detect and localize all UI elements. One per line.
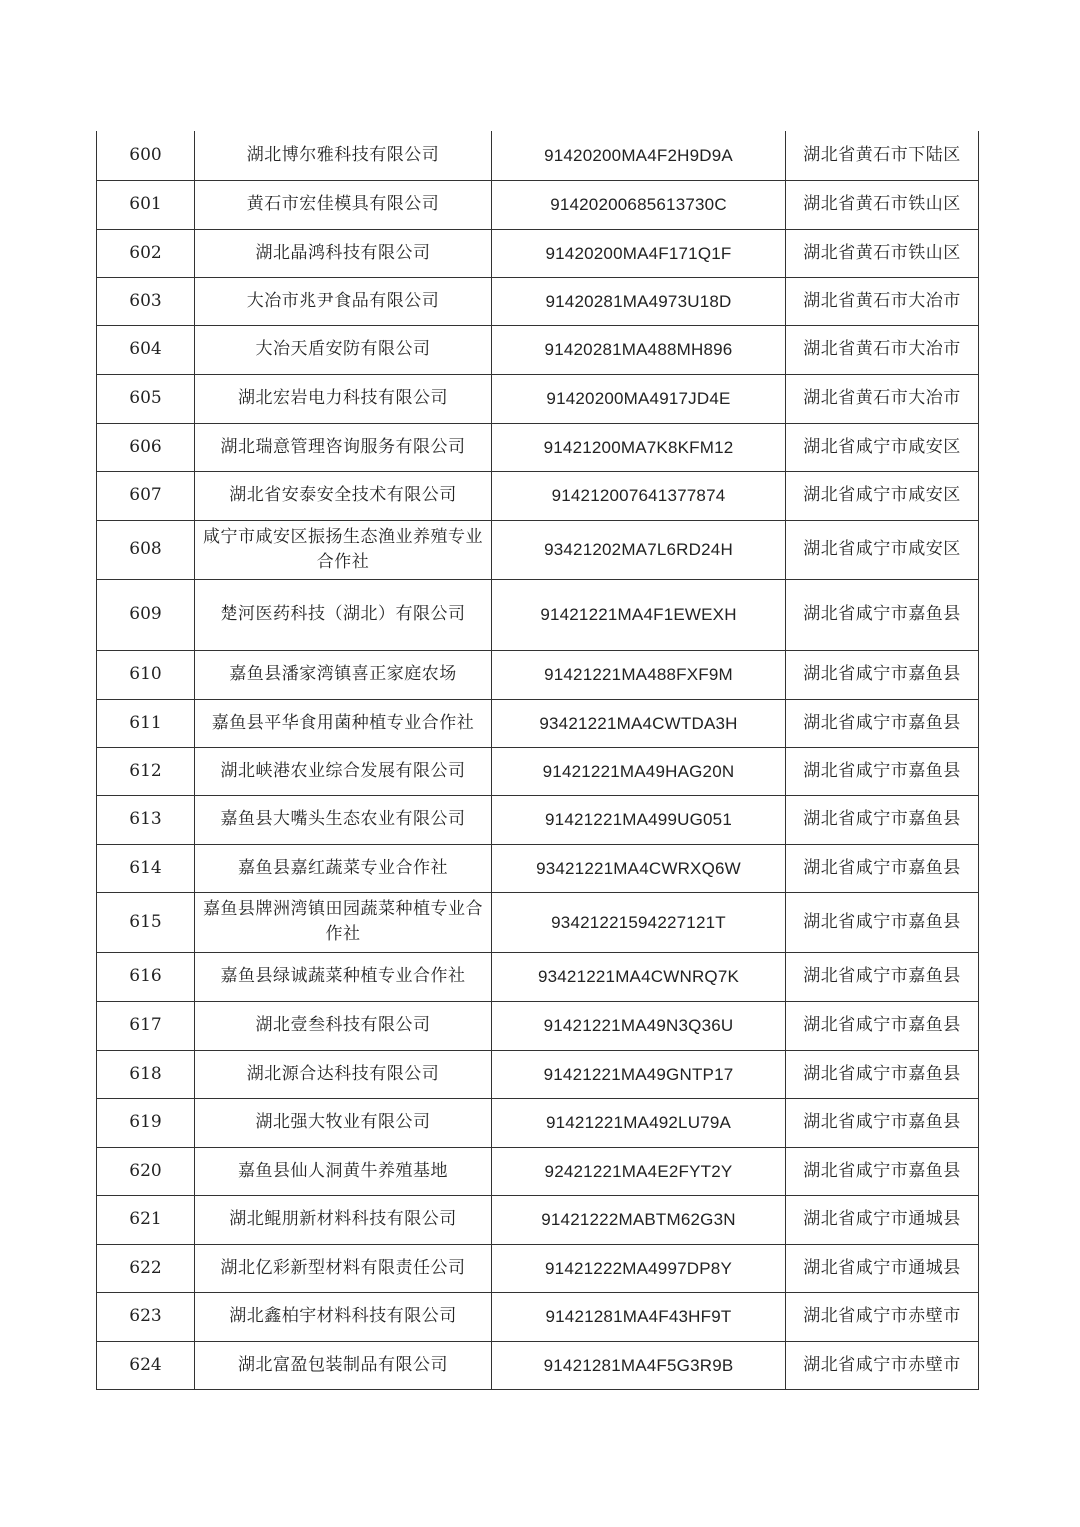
table-row [97,374,979,423]
row-number: 614 [97,844,195,892]
company-name: 湖北峡港农业综合发展有限公司 [195,747,492,795]
company-name: 湖北省安泰安全技术有限公司 [195,471,492,520]
region: 湖北省咸宁市嘉鱼县 [786,650,979,699]
company-name: 湖北亿彩新型材料有限责任公司 [195,1244,492,1292]
credit-code: 92421221MA4E2FYT2Y [492,1147,786,1195]
company-name: 湖北鲲朋新材料科技有限公司 [195,1195,492,1244]
row-number: 619 [97,1098,195,1147]
table-row [97,229,979,277]
table-row [97,471,979,520]
row-number: 624 [97,1341,195,1389]
table-row [97,747,979,795]
row-number: 618 [97,1050,195,1098]
credit-code: 93421221MA4CWNRQ7K [492,952,786,1001]
company-name: 湖北博尔雅科技有限公司 [195,131,492,180]
row-number: 606 [97,423,195,471]
credit-code: 91420200MA4F2H9D9A [492,131,786,180]
region: 湖北省咸宁市嘉鱼县 [786,892,979,952]
company-name: 嘉鱼县仙人洞黄牛养殖基地 [195,1147,492,1195]
table-row [97,520,979,579]
company-name: 湖北源合达科技有限公司 [195,1050,492,1098]
region: 湖北省咸宁市嘉鱼县 [786,952,979,1001]
row-number: 602 [97,229,195,277]
credit-code: 93421221594227121T [492,892,786,952]
credit-code: 91421221MA488FXF9M [492,650,786,699]
region: 湖北省咸宁市嘉鱼县 [786,1001,979,1050]
table-row [97,1341,979,1389]
company-table [96,131,979,1390]
credit-code: 91420281MA488MH896 [492,325,786,374]
table-row [97,892,979,952]
region: 湖北省黄石市下陆区 [786,131,979,180]
row-number: 613 [97,795,195,844]
region: 湖北省咸宁市通城县 [786,1195,979,1244]
company-name: 嘉鱼县嘉红蔬菜专业合作社 [195,844,492,892]
region: 湖北省黄石市铁山区 [786,229,979,277]
region: 湖北省咸宁市嘉鱼县 [786,747,979,795]
table-row [97,1098,979,1147]
row-number: 601 [97,180,195,229]
region: 湖北省黄石市铁山区 [786,180,979,229]
company-name: 湖北富盈包装制品有限公司 [195,1341,492,1389]
table-body [97,131,979,1389]
region: 湖北省咸宁市咸安区 [786,520,979,579]
table-row [97,325,979,374]
table-row [97,844,979,892]
region: 湖北省咸宁市嘉鱼县 [786,795,979,844]
table-row [97,131,979,180]
table-row [97,1292,979,1341]
region: 湖北省咸宁市嘉鱼县 [786,844,979,892]
credit-code: 91421221MA499UG051 [492,795,786,844]
row-number: 600 [97,131,195,180]
table-row [97,650,979,699]
region: 湖北省咸宁市咸安区 [786,471,979,520]
company-name: 楚河医药科技（湖北）有限公司 [195,579,492,650]
credit-code: 91421221MA49HAG20N [492,747,786,795]
company-name: 湖北晶鸿科技有限公司 [195,229,492,277]
credit-code: 91421200MA7K8KFM12 [492,423,786,471]
table-row [97,1050,979,1098]
credit-code: 91421221MA492LU79A [492,1098,786,1147]
table-row [97,1195,979,1244]
row-number: 621 [97,1195,195,1244]
credit-code: 91421221MA4F1EWEXH [492,579,786,650]
credit-code: 91421281MA4F43HF9T [492,1292,786,1341]
region: 湖北省咸宁市赤壁市 [786,1292,979,1341]
credit-code: 91421222MABTM62G3N [492,1195,786,1244]
row-number: 615 [97,892,195,952]
company-name: 湖北宏岩电力科技有限公司 [195,374,492,423]
table-row [97,180,979,229]
credit-code: 91420200685613730C [492,180,786,229]
region: 湖北省黄石市大冶市 [786,374,979,423]
company-name: 嘉鱼县平华食用菌种植专业合作社 [195,699,492,747]
company-name: 大冶市兆尹食品有限公司 [195,277,492,325]
row-number: 616 [97,952,195,1001]
company-name: 嘉鱼县牌洲湾镇田园蔬菜种植专业合作社 [195,892,492,952]
row-number: 603 [97,277,195,325]
credit-code: 91421221MA49N3Q36U [492,1001,786,1050]
row-number: 608 [97,520,195,579]
region: 湖北省咸宁市嘉鱼县 [786,699,979,747]
credit-code: 91420281MA4973U18D [492,277,786,325]
company-name: 湖北壹叁科技有限公司 [195,1001,492,1050]
company-name: 嘉鱼县大嘴头生态农业有限公司 [195,795,492,844]
table-row [97,579,979,650]
row-number: 622 [97,1244,195,1292]
credit-code: 91421281MA4F5G3R9B [492,1341,786,1389]
region: 湖北省咸宁市嘉鱼县 [786,1050,979,1098]
company-name: 大冶天盾安防有限公司 [195,325,492,374]
company-name: 黄石市宏佳模具有限公司 [195,180,492,229]
table-row [97,1001,979,1050]
company-name: 嘉鱼县绿诚蔬菜种植专业合作社 [195,952,492,1001]
region: 湖北省咸宁市咸安区 [786,423,979,471]
company-name: 湖北瑞意管理咨询服务有限公司 [195,423,492,471]
credit-code: 93421221MA4CWTDA3H [492,699,786,747]
company-name: 湖北强大牧业有限公司 [195,1098,492,1147]
table-row [97,795,979,844]
region: 湖北省咸宁市嘉鱼县 [786,1147,979,1195]
region: 湖北省黄石市大冶市 [786,325,979,374]
region: 湖北省黄石市大冶市 [786,277,979,325]
credit-code: 91420200MA4F171Q1F [492,229,786,277]
region: 湖北省咸宁市赤壁市 [786,1341,979,1389]
row-number: 617 [97,1001,195,1050]
region: 湖北省咸宁市嘉鱼县 [786,1098,979,1147]
company-name: 嘉鱼县潘家湾镇喜正家庭农场 [195,650,492,699]
row-number: 612 [97,747,195,795]
row-number: 605 [97,374,195,423]
row-number: 607 [97,471,195,520]
credit-code: 91421222MA4997DP8Y [492,1244,786,1292]
region: 湖北省咸宁市通城县 [786,1244,979,1292]
table-row [97,1147,979,1195]
table-row [97,699,979,747]
credit-code: 91420200MA4917JD4E [492,374,786,423]
row-number: 609 [97,579,195,650]
table-row [97,952,979,1001]
credit-code: 91421221MA49GNTP17 [492,1050,786,1098]
row-number: 620 [97,1147,195,1195]
region: 湖北省咸宁市嘉鱼县 [786,579,979,650]
credit-code: 93421202MA7L6RD24H [492,520,786,579]
credit-code: 93421221MA4CWRXQ6W [492,844,786,892]
table-row [97,1244,979,1292]
company-name: 咸宁市咸安区振扬生态渔业养殖专业合作社 [195,520,492,579]
row-number: 611 [97,699,195,747]
table-row [97,277,979,325]
credit-code: 914212007641377874 [492,471,786,520]
row-number: 623 [97,1292,195,1341]
row-number: 610 [97,650,195,699]
company-name: 湖北鑫柏宇材料科技有限公司 [195,1292,492,1341]
row-number: 604 [97,325,195,374]
table-row [97,423,979,471]
